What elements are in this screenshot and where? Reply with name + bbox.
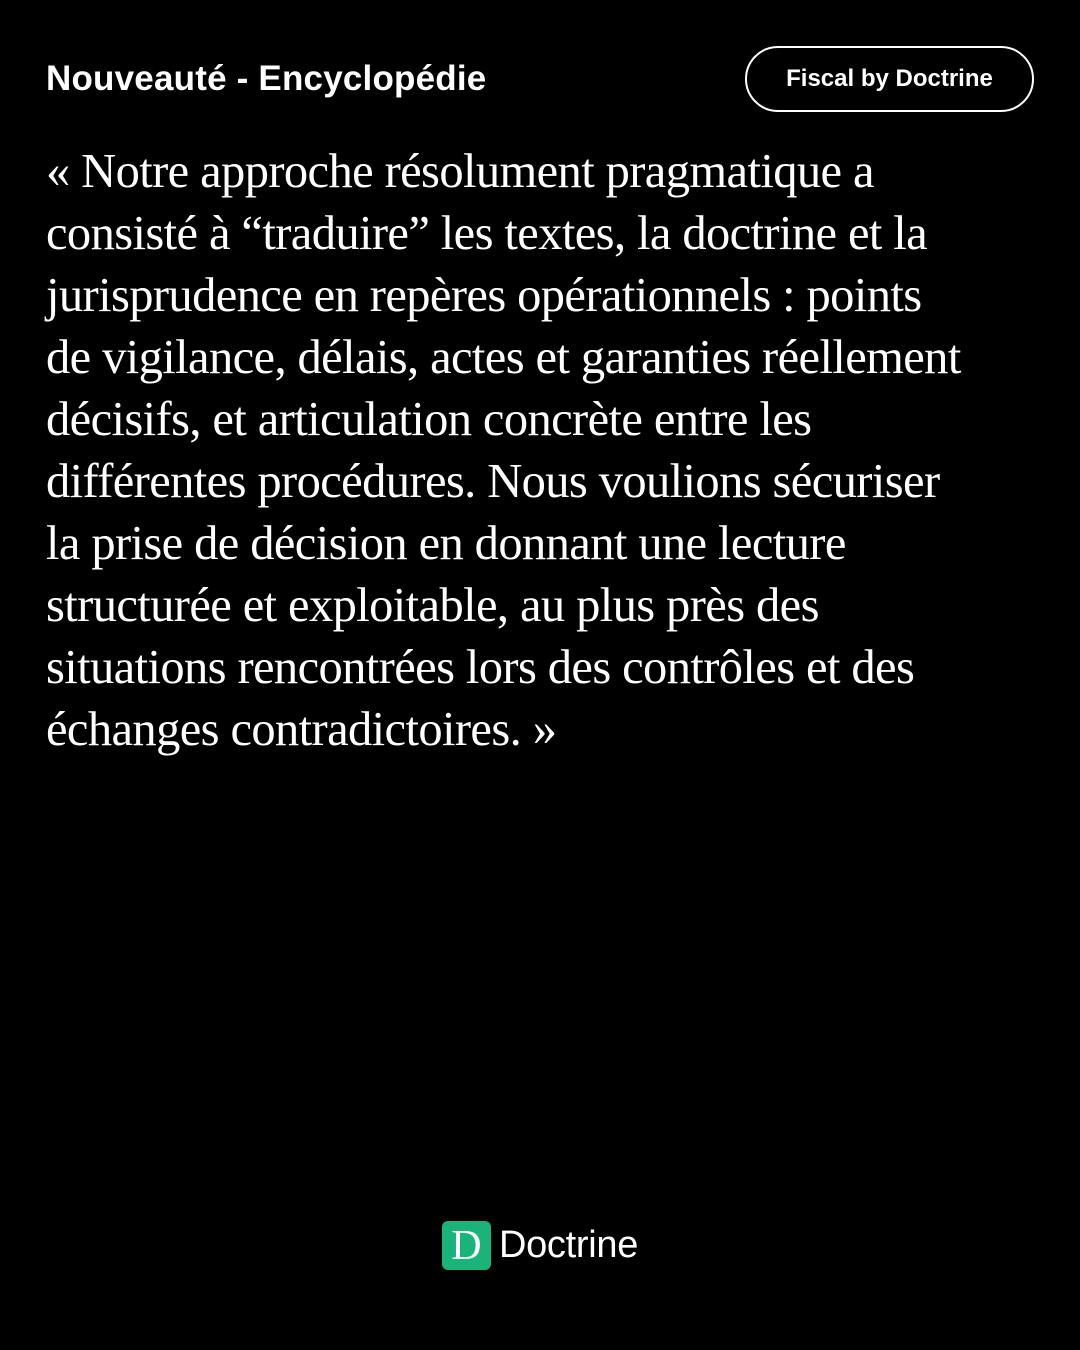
- quote-text: [46, 141, 1040, 761]
- header: [46, 46, 1034, 112]
- doctrine-logo-text: Doctrine: [498, 1224, 639, 1266]
- quote-line: situations rencontrées lors des contrôles et des: [46, 641, 915, 694]
- page-title: Nouveauté - Encyclopédie: [46, 59, 487, 98]
- quote-line: jurisprudence en repères opérationnels : points: [46, 269, 922, 322]
- quote-line: consisté à “traduire” les textes, la doctrine et la: [46, 207, 928, 260]
- quote-line: structurée et exploitable, au plus près des: [46, 579, 819, 632]
- quote-line: décisifs, et articulation concrète entre les: [46, 393, 812, 446]
- quote-line: « Notre approche résolument pragmatique a: [46, 145, 874, 198]
- quote-line: différentes procédures. Nous voulions sécuriser: [46, 455, 940, 508]
- doctrine-logo-icon: D: [442, 1221, 491, 1270]
- category-badge: Fiscal by Doctrine: [745, 46, 1034, 112]
- quote-line: de vigilance, délais, actes et garanties réellement: [46, 331, 961, 384]
- quote-line: la prise de décision en donnant une lecture: [46, 517, 846, 570]
- doctrine-logo: [0, 1221, 1080, 1270]
- quote-line: échanges contradictoires. »: [46, 703, 557, 756]
